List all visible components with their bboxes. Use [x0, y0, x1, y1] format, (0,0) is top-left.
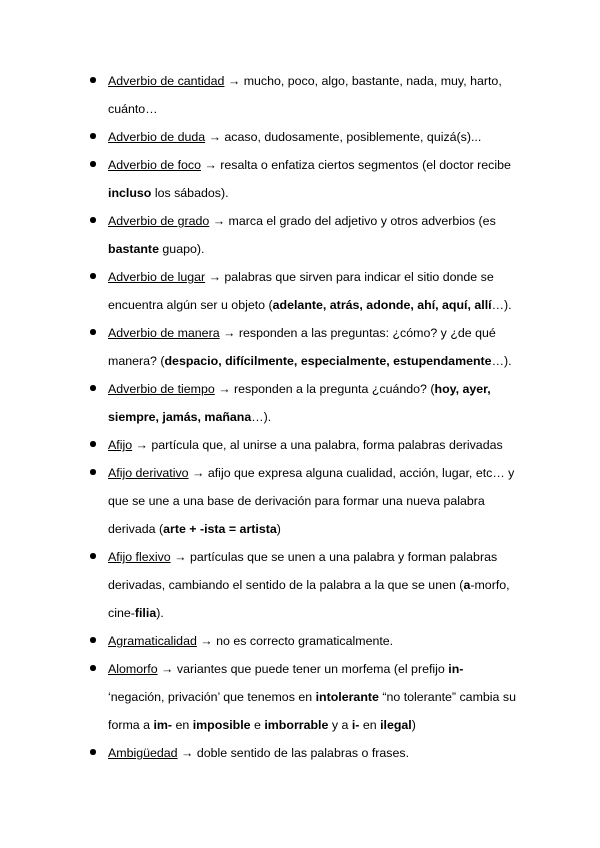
term-label: Adverbio de grado	[108, 214, 210, 228]
term-label: Adverbio de foco	[108, 158, 201, 172]
list-item	[90, 123, 520, 151]
definition-text: guapo).	[158, 242, 205, 256]
glossary-list	[90, 67, 520, 767]
definition-text: ).	[156, 606, 164, 620]
term-label: Afijo derivativo	[108, 466, 189, 480]
definition-text: → variantes que puede tener un morfema (el prefijo	[157, 662, 449, 676]
list-item	[90, 263, 520, 319]
example-bold: a	[463, 578, 471, 592]
definition-text: → doble sentido de las palabras o frases.	[177, 746, 410, 760]
example-bold: filia	[134, 606, 157, 620]
definition-text: …).	[251, 410, 272, 424]
definition-text: …).	[491, 298, 512, 312]
definition-text: )	[276, 522, 281, 536]
list-item	[90, 151, 520, 207]
definition-text: en	[172, 718, 193, 732]
example-bold: ilegal	[380, 718, 412, 732]
example-bold: despacio, difícilmente, especialmente, estupendamente	[164, 354, 492, 368]
definition-text: en	[359, 718, 381, 732]
definition-text: ‘negación, privación’ que tenemos en	[108, 690, 316, 704]
definition-text: → partícula que, al unirse a una palabra, forma palabras derivadas	[132, 438, 503, 452]
example-bold: intolerante	[315, 690, 379, 704]
list-item	[90, 739, 520, 767]
definition-text: → responden a las preguntas: ¿cómo? y ¿de qué manera? (	[108, 326, 496, 368]
example-bold: adelante, atrás, adonde, ahí, aquí, allí	[272, 298, 492, 312]
list-item	[90, 543, 520, 627]
example-bold: incluso	[108, 186, 152, 200]
example-bold: i-	[351, 718, 360, 732]
definition-text: …).	[491, 354, 512, 368]
term-label: Agramaticalidad	[108, 634, 197, 648]
term-label: Adverbio de manera	[108, 326, 220, 340]
term-label: Adverbio de lugar	[108, 270, 206, 284]
example-bold: imposible	[192, 718, 251, 732]
list-item	[90, 207, 520, 263]
list-item	[90, 67, 520, 123]
list-item	[90, 375, 520, 431]
term-label: Adverbio de duda	[108, 130, 206, 144]
term-label: Ambigüedad	[108, 746, 178, 760]
definition-text: → resalta o enfatiza ciertos segmentos (el doctor recibe	[201, 158, 511, 172]
term-label: Adverbio de cantidad	[108, 74, 225, 88]
example-bold: hoy, ayer, siempre, jamás, mañana	[108, 382, 491, 424]
example-bold: in-	[448, 662, 464, 676]
definition-text: → responden a la pregunta ¿cuándo? (	[214, 382, 435, 396]
list-item	[90, 459, 520, 543]
term-label: Adverbio de tiempo	[108, 382, 215, 396]
example-bold: arte + -ista = artista	[163, 522, 277, 536]
list-item	[90, 627, 520, 655]
example-bold: im-	[153, 718, 173, 732]
definition-text: → acaso, dudosamente, posiblemente, quizá(s)...	[205, 130, 482, 144]
definition-text: )	[411, 718, 416, 732]
example-bold: bastante	[108, 242, 159, 256]
list-item	[90, 319, 520, 375]
definition-text: -morfo, cine-	[108, 578, 510, 620]
definition-text: → marca el grado del adjetivo y otros adverbios (es	[209, 214, 496, 228]
list-item	[90, 431, 520, 459]
example-bold: imborrable	[264, 718, 329, 732]
definition-text: → partículas que se unen a una palabra y forman palabras derivadas, cambiando el sentido de la palabra a la que se unen (	[108, 550, 498, 592]
definition-text: los sábados).	[151, 186, 229, 200]
definition-text: → no es correcto gramaticalmente.	[196, 634, 394, 648]
term-label: Afijo flexivo	[108, 550, 171, 564]
definition-text: “no tolerante” cambia su forma a	[108, 690, 516, 732]
list-item	[90, 655, 520, 739]
definition-text: → mucho, poco, algo, bastante, nada, muy, harto, cuánto…	[108, 74, 502, 116]
definition-text: y a	[328, 718, 352, 732]
definition-text: e	[250, 718, 265, 732]
term-label: Afijo	[108, 438, 133, 452]
term-label: Alomorfo	[108, 662, 158, 676]
definition-text: → palabras que sirven para indicar el sitio donde se encuentra algún ser u objeto (	[108, 270, 494, 312]
definition-text: → afijo que expresa alguna cualidad, acción, lugar, etc… y que se une a una base de derivación para formar una nueva palabra derivada (	[108, 466, 515, 536]
